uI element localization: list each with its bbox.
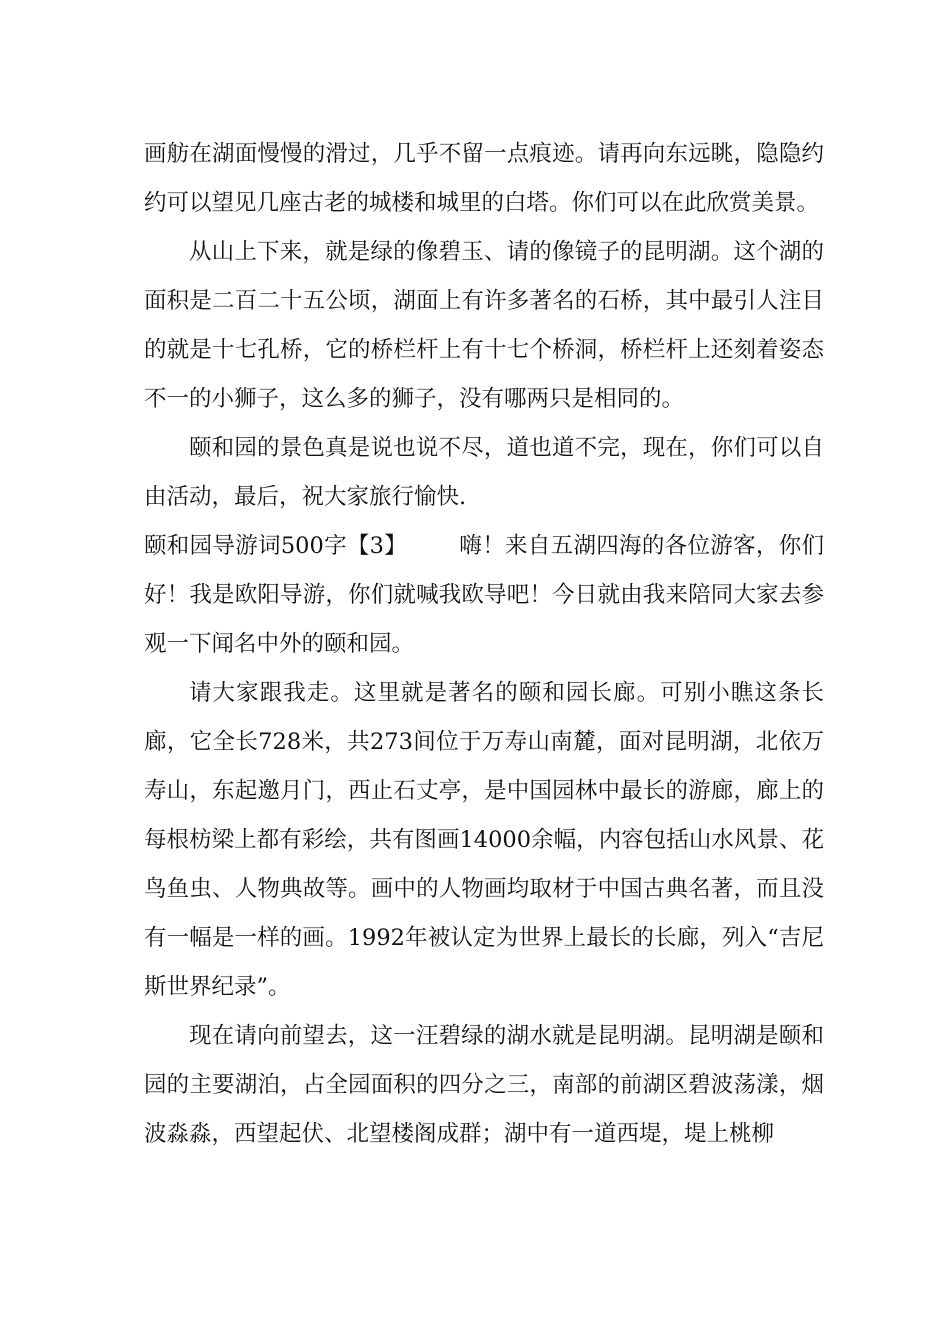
paragraph-kunming-lake-view: 现在请向前望去，这一汪碧绿的湖水就是昆明湖。昆明湖是颐和园的主要湖泊，占全园面积的四分之三，南部的前湖区碧波荡漾，烟波淼淼，西望起伏、北望楼阁成群；湖中有一道西堤，堤上桃柳 (144, 1023, 824, 1147)
document-body (144, 130, 824, 1159)
paragraph-long-corridor: 请大家跟我走。这里就是著名的颐和园长廊。可别小瞧这条长廊，它全长728米，共273间位于万寿山南麓，面对昆明湖，北依万寿山，东起邀月门，西止石丈亭，是中国园林中最长的游廊，廊上的每根枋梁上都有彩绘，共有图画14000余幅，内容包括山水风景、花鸟鱼虫、人物典故等。画中的人物画均取材于中国古典名著，而且没有一幅是一样的画。1992年被认定为世界上最长的长廊，列入“吉尼斯世界纪录”。 (144, 680, 824, 1000)
paragraph-closing: 颐和园的景色真是说也说不尽，道也道不完，现在，你们可以自由活动，最后，祝大家旅行愉快. (144, 435, 824, 510)
section-title: 颐和园导游词500字【3】 (144, 533, 408, 559)
paragraph-kunming-lake: 从山上下来，就是绿的像碧玉、请的像镜子的昆明湖。这个湖的面积是二百二十五公顷，湖面上有许多著名的石桥，其中最引人注目的就是十七孔桥，它的桥栏杆上有十七个桥洞，桥栏杆上还刻着姿态不一的小狮子，这么多的狮子，没有哪两只是相同的。 (144, 239, 824, 412)
paragraph-greeting: 嗨！来自五湖四海的各位游客，你们好！我是欧阳导游，你们就喊我欧导吧！今日就由我来陪同大家去参观一下闻名中外的颐和园。 (144, 533, 824, 657)
section-heading-line (144, 522, 824, 669)
paragraph-continued: 画舫在湖面慢慢的滑过，几乎不留一点痕迹。请再向东远眺，隐隐约约可以望见几座古老的城楼和城里的白塔。你们可以在此欣赏美景。 (144, 141, 824, 216)
